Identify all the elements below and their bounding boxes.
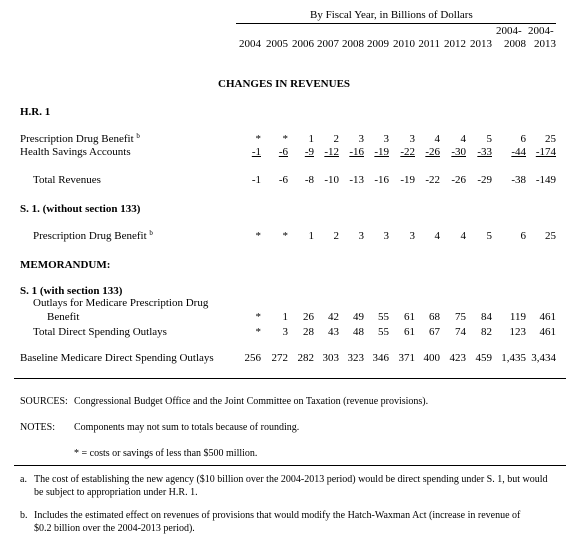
year-header-cell: 2012 <box>444 38 466 50</box>
table-cell: 272 <box>271 352 288 364</box>
year-header-cell: 2008 <box>504 38 526 50</box>
table-cell: 346 <box>372 352 389 364</box>
year-header-cell: 2010 <box>393 38 415 50</box>
table-cell: 43 <box>328 326 339 338</box>
table-cell: * <box>255 230 261 242</box>
table-cell: 323 <box>347 352 364 364</box>
range2-top: 2004- <box>528 25 554 37</box>
notes-label: NOTES: <box>20 422 55 433</box>
table-cell: 461 <box>539 326 556 338</box>
table-cell: 55 <box>378 311 389 323</box>
footnote-marker: b <box>136 132 140 140</box>
s1-row-label: Prescription Drug Benefit $^b$ <box>33 229 153 242</box>
table-cell: 1 <box>308 230 314 242</box>
table-cell: -1 <box>251 146 261 158</box>
table-bottom-rule <box>14 378 566 379</box>
table-cell: 3,434 <box>531 352 556 364</box>
table-cell: 4 <box>460 230 466 242</box>
table-cell: 67 <box>429 326 440 338</box>
table-cell: 4 <box>460 133 466 145</box>
table-cell: 3 <box>358 133 364 145</box>
table-cell: 6 <box>520 230 526 242</box>
table-cell: 119 <box>509 311 526 323</box>
table-cell: 3 <box>383 133 389 145</box>
table-cell: 74 <box>455 326 466 338</box>
table-cell: -13 <box>349 174 364 186</box>
note-a-line1: The cost of establishing the new agency ($10 billion over the 2004-2013 period) would be direct spending under S. 1, but would <box>34 474 548 485</box>
table-cell: -26 <box>451 174 466 186</box>
table-cell: 1,435 <box>501 352 526 364</box>
table-cell: 49 <box>353 311 364 323</box>
note-b-line2: $0.2 billion over the 2004-2013 period). <box>34 523 195 534</box>
range1-top: 2004- <box>496 25 522 37</box>
table-cell: 61 <box>404 311 415 323</box>
year-header-cell: 2006 <box>292 38 314 50</box>
table-cell: 4 <box>434 230 440 242</box>
table-cell: * <box>282 230 288 242</box>
table-cell: 1 <box>282 311 288 323</box>
sources-label: SOURCES: <box>20 396 68 407</box>
table-cell: 55 <box>378 326 389 338</box>
table-cell: 68 <box>429 311 440 323</box>
table-cell: 123 <box>509 326 526 338</box>
year-header-cell: 2008 <box>342 38 364 50</box>
table-cell: -6 <box>278 146 288 158</box>
table-cell: * <box>255 133 261 145</box>
year-header-cell: 2004 <box>239 38 261 50</box>
table-cell: 461 <box>539 311 556 323</box>
table-cell: 42 <box>328 311 339 323</box>
baseline-label: Baseline Medicare Direct Spending Outlays <box>20 352 214 364</box>
note-a-label: a. <box>20 474 27 485</box>
table-cell: 82 <box>481 326 492 338</box>
sources-text: Congressional Budget Office and the Joint Committee on Taxation (revenue provisions). <box>74 396 429 407</box>
total-revenues-label: Total Revenues <box>33 174 101 186</box>
table-cell: 28 <box>303 326 314 338</box>
table-cell: 3 <box>383 230 389 242</box>
hr1-heading: H.R. 1 <box>20 106 51 118</box>
table-cell: 3 <box>409 230 415 242</box>
table-cell: -6 <box>278 174 288 186</box>
table-cell: -22 <box>400 146 415 158</box>
table-cell: 3 <box>282 326 288 338</box>
note-b-label: b. <box>20 510 28 521</box>
table-cell: -174 <box>535 146 556 158</box>
table-cell: -19 <box>400 174 415 186</box>
table-cell: 400 <box>423 352 440 364</box>
table-cell: -30 <box>451 146 466 158</box>
table-cell: -44 <box>511 146 526 158</box>
table-cell: 459 <box>475 352 492 364</box>
table-cell: 282 <box>297 352 314 364</box>
table-cell: 371 <box>398 352 415 364</box>
table-cell: -10 <box>324 174 339 186</box>
s1-heading: S. 1. (without section 133) <box>20 203 141 215</box>
table-cell: -38 <box>511 174 526 186</box>
memo-subheading: S. 1 (with section 133) <box>20 285 123 297</box>
memo-heading: MEMORANDUM: <box>20 259 111 271</box>
table-cell: 3 <box>358 230 364 242</box>
year-header-cell: 2007 <box>317 38 339 50</box>
table-cell: -8 <box>304 174 314 186</box>
table-cell: 48 <box>353 326 364 338</box>
table-cell: 6 <box>520 133 526 145</box>
year-header-cell: 2011 <box>418 38 440 50</box>
table-cell: * <box>255 311 261 323</box>
table-cell: -1 <box>251 174 261 186</box>
table-cell: 1 <box>308 133 314 145</box>
year-header-cell: 2013 <box>470 38 492 50</box>
table-cell: -33 <box>477 146 492 158</box>
table-cell: -16 <box>349 146 364 158</box>
note-a-line2: be subject to appropriation under H.R. 1. <box>34 487 198 498</box>
section-title: CHANGES IN REVENUES <box>218 78 351 90</box>
asterisk-note: * = costs or savings of less than $500 million. <box>74 448 258 459</box>
outlays-label-line1: Outlays for Medicare Prescription Drug <box>33 297 209 309</box>
table-cell: -29 <box>477 174 492 186</box>
table-cell: 5 <box>486 230 492 242</box>
table-cell: 2 <box>333 230 339 242</box>
fiscal-year-header: By Fiscal Year, in Billions of Dollars <box>310 9 473 21</box>
table-cell: 75 <box>455 311 466 323</box>
table-cell: 5 <box>486 133 492 145</box>
table-cell: 25 <box>545 230 556 242</box>
table-cell: -26 <box>425 146 440 158</box>
table-cell: -12 <box>324 146 339 158</box>
table-cell: -19 <box>374 146 389 158</box>
table-cell: 25 <box>545 133 556 145</box>
footnote-marker: b <box>149 229 153 237</box>
table-cell: * <box>282 133 288 145</box>
table-cell: 256 <box>244 352 261 364</box>
notes-text: Components may not sum to totals because of rounding. <box>74 422 300 433</box>
table-cell: -22 <box>425 174 440 186</box>
note-b-line1: Includes the estimated effect on revenues of provisions that would modify the Hatch-Waxman Act (increase in revenue of <box>34 510 521 521</box>
hr1-row-label: Health Savings Accounts <box>20 146 131 158</box>
year-header-cell: 2013 <box>534 38 556 50</box>
table-cell: 26 <box>303 311 314 323</box>
table-cell: 303 <box>322 352 339 364</box>
outlays-label-line2: Benefit <box>47 311 80 323</box>
year-header-cell: 2005 <box>266 38 288 50</box>
table-cell: 84 <box>481 311 492 323</box>
table-cell: -9 <box>304 146 314 158</box>
table-cell: 3 <box>409 133 415 145</box>
table-cell: -16 <box>374 174 389 186</box>
table-cell: -149 <box>535 174 556 186</box>
table-cell: * <box>255 326 261 338</box>
header-rule <box>236 23 556 24</box>
year-header-cell: 2009 <box>367 38 389 50</box>
table-cell: 2 <box>333 133 339 145</box>
hr1-row-label: Prescription Drug Benefit $^b$ <box>20 132 140 145</box>
table-cell: 61 <box>404 326 415 338</box>
table-cell: 4 <box>434 133 440 145</box>
table-cell: 423 <box>449 352 466 364</box>
total-direct-label: Total Direct Spending Outlays <box>33 326 167 338</box>
notes-rule <box>14 465 566 466</box>
